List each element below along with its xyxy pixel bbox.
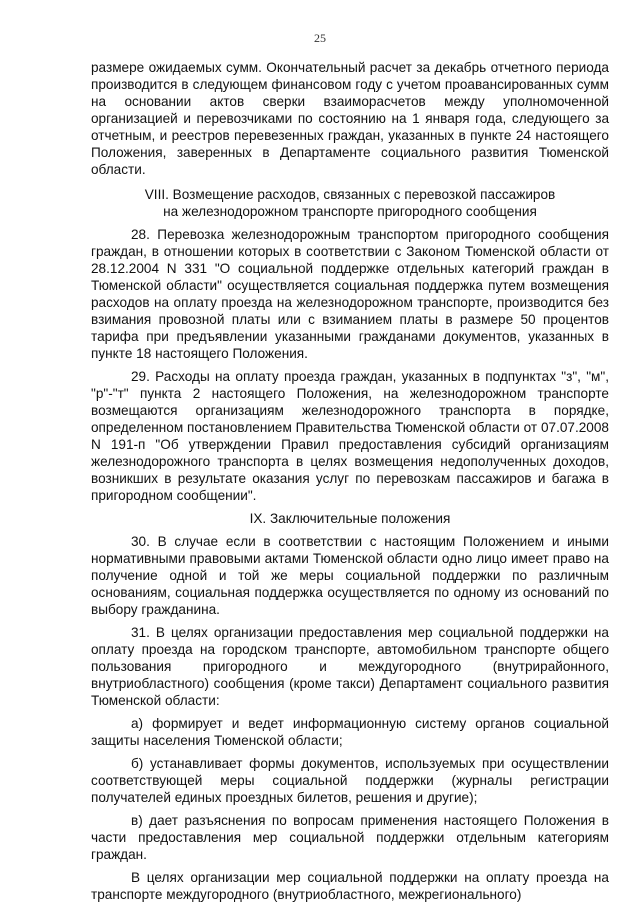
document-body	[91, 59, 609, 909]
paragraph-29: 29. Расходы на оплату проезда граждан, указанных в подпунктах "з", "м", "р"-"т" пункта 2 настоящего Положения, на железнодорожном транспорте возмещаются организациям железнодорожного транспорта в порядке, определенном постановлением Правительства Тюменской области от 07.07.2008 N 191-п "Об утверждении Правил предоставления субсидий организациям железнодорожного транспорта в целях возмещения недополученных доходов, возникших в результате оказания услуг по перевозкам пассажиров и багажа в пригородном сообщении".	[91, 369, 609, 503]
paragraph-continuation: размере ожидаемых сумм. Окончательный расчет за декабрь отчетного периода производится в следующем финансовом году с учетом проавансированных сумм на основании актов сверки взаиморасчетов между уполномоченной организацией и перевозчиками по состоянию на 1 января года, следующего за отчетным, и реестров перевезенных граждан, указанных в пункте 24 настоящего Положения, заверенных в Департаменте социального развития Тюменской области.	[91, 60, 609, 177]
paragraph-31: 31. В целях организации предоставления мер социальной поддержки на оплату проезда на городском транспорте, автомобильном транспорте общего пользования пригородного и междугородного (внутрирайонного, внутриобластного) сообщения (кроме такси) Департамент социального развития Тюменской области:	[91, 625, 609, 708]
paragraph-31-b: б) устанавливает формы документов, используемых при осуществлении соответствующей меры социальной поддержки (журналы регистрации получателей единых проездных билетов, решения и другие);	[91, 756, 609, 805]
paragraph-31-a: а) формирует и ведет информационную систему органов социальной защиты населения Тюменской области;	[91, 716, 609, 748]
paragraph-31-v: в) дает разъяснения по вопросам применения настоящего Положения в части предоставления мер социальной поддержки отдельным категориям граждан.	[91, 813, 609, 862]
page-number: 25	[314, 31, 326, 45]
section-8-heading	[91, 186, 609, 220]
paragraph-31-continuation: В целях организации мер социальной поддержки на оплату проезда на транспорте междугородного (внутриобластного, межрегионального)	[91, 870, 609, 902]
section-8-heading-line-1: VIII. Возмещение расходов, связанных с перевозкой пассажиров	[144, 187, 556, 202]
section-9-heading-line: IX. Заключительные положения	[249, 511, 451, 526]
paragraph-30: 30. В случае если в соответствии с настоящим Положением и иными нормативными правовыми актами Тюменской области одно лицо имеет право на получение одной и той же меры социальной поддержки по различным основаниям, социальная поддержка осуществляется по одному из оснований по выбору гражданина.	[91, 534, 609, 617]
section-9-heading	[91, 510, 609, 527]
paragraph-28: 28. Перевозка железнодорожным транспортом пригородного сообщения граждан, в отношении которых в соответствии с Законом Тюменской области от 28.12.2004 N 331 "О социальной поддержке отдельных категорий граждан в Тюменской области" осуществляется социальная поддержка путем возмещения расходов на оплату проезда на железнодорожном транспорте, производится без взимания провозной платы или с взиманием платы в размере 50 процентов тарифа при предъявлении указанными гражданами документов, указанных в пункте 18 настоящего Положения.	[91, 227, 609, 361]
section-8-heading-line-2: на железнодорожном транспорте пригородного сообщения	[163, 204, 537, 219]
